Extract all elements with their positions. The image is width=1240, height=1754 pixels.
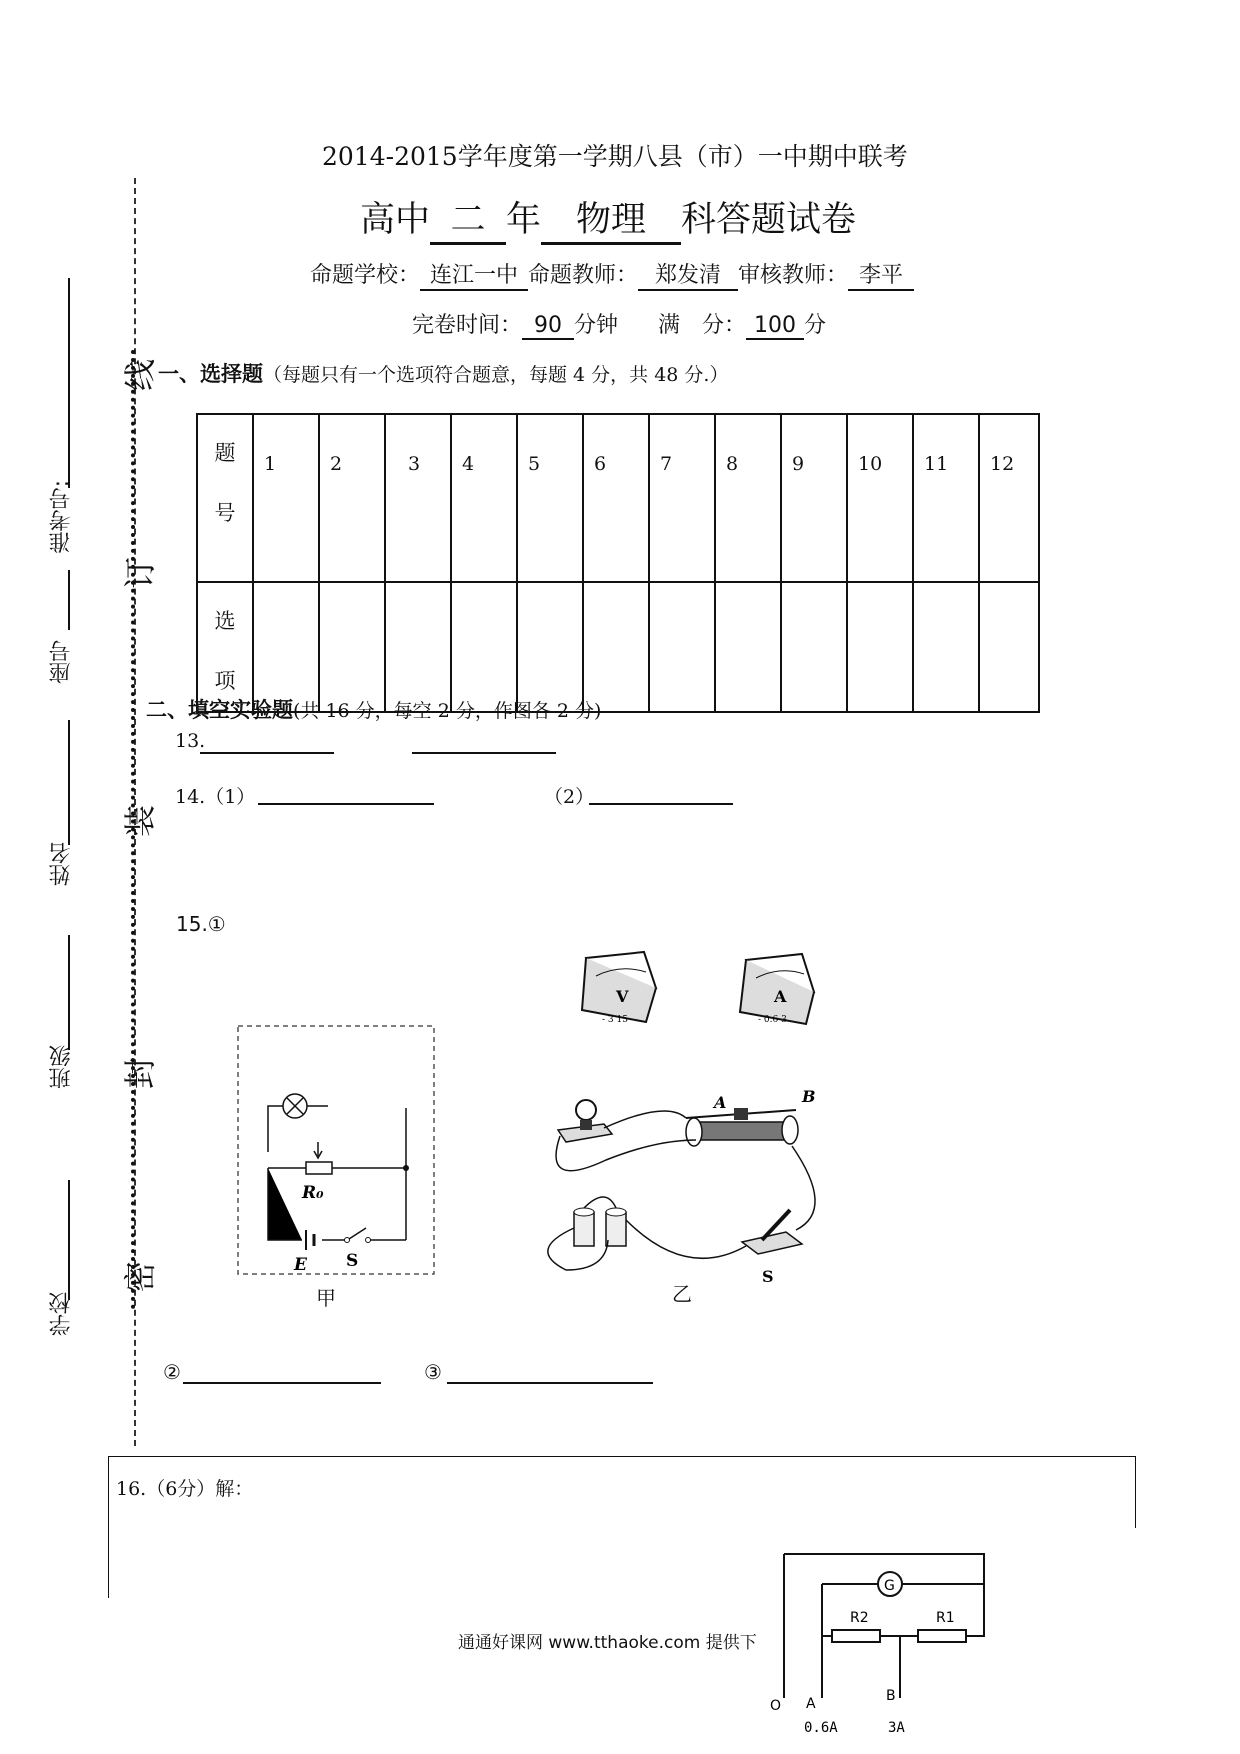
ammeter-icon <box>740 954 814 1025</box>
q15-label: 15.① <box>176 912 226 936</box>
name-line <box>68 720 70 845</box>
side-label-exam-no: 准考号: <box>49 480 74 554</box>
q14-2-label: （2） <box>544 786 595 808</box>
voltmeter-icon <box>582 952 656 1025</box>
score-value: 100 <box>746 313 804 340</box>
class-line <box>68 935 70 1050</box>
section2-heading <box>146 694 601 724</box>
resistor-r2-icon <box>832 1630 880 1642</box>
switch-s-label: S <box>762 1267 774 1286</box>
head-char: 项 <box>214 669 236 693</box>
score-unit: 分 <box>804 313 827 338</box>
table-row-numbers <box>197 414 1039 582</box>
q15-blank-3[interactable] <box>447 1382 653 1384</box>
teacher-value: 郑发清 <box>638 258 738 291</box>
number-cell: 12 <box>979 414 1039 582</box>
time-unit: 分钟 <box>574 313 619 338</box>
subtitle-suffix: 科答题试卷 <box>681 200 857 240</box>
number-cell: 8 <box>715 414 781 582</box>
circuit-diagram-jia <box>230 1022 440 1282</box>
fig-jia-caption: 甲 <box>316 1286 336 1310</box>
answer-cell[interactable] <box>781 582 847 712</box>
q13-blank-2[interactable] <box>412 752 556 754</box>
section1-title: 一、选择题 <box>158 362 263 386</box>
number-cell: 1 <box>253 414 319 582</box>
side-label-class: 班级 <box>49 1045 74 1089</box>
bind-char-mi: 密 <box>121 1260 160 1294</box>
side-label-seat: 座号 <box>49 640 74 684</box>
bulb-icon <box>558 1100 612 1142</box>
q14-blank-2[interactable] <box>589 803 733 805</box>
answer-cell[interactable] <box>319 582 385 712</box>
section2-note: (共 16 分，每空 2 分，作图各 2 分) <box>293 700 602 722</box>
answer-cell[interactable] <box>451 582 517 712</box>
table-row-answers <box>197 582 1039 712</box>
number-cell: 6 <box>583 414 649 582</box>
time-line <box>412 308 826 340</box>
number-cell: 2 <box>319 414 385 582</box>
number-cell: 11 <box>913 414 979 582</box>
q15-3-label: ③ <box>424 1360 442 1384</box>
answer-table <box>196 413 1040 713</box>
header-cell-answer <box>197 582 253 712</box>
answer-cell[interactable] <box>979 582 1039 712</box>
knife-switch-icon <box>742 1210 802 1254</box>
r1-label: R1 <box>936 1610 955 1626</box>
footer-source: 通通好课网 www.tthaoke.com 提供下 <box>458 1633 757 1653</box>
number-cell: 9 <box>781 414 847 582</box>
terminal-b-label: B <box>802 1087 816 1106</box>
number-cell: 7 <box>649 414 715 582</box>
answer-cell[interactable] <box>715 582 781 712</box>
ammeter-letter: A <box>774 987 787 1006</box>
q16-box-left <box>108 1456 109 1598</box>
school-label: 命题学校： <box>310 263 421 288</box>
terminal-a-label: A <box>806 1696 816 1712</box>
voltmeter-scale: - 3 15 <box>602 1015 628 1025</box>
answer-cell[interactable] <box>649 582 715 712</box>
b-range-label: 3A <box>888 1720 905 1736</box>
switch-icon <box>349 1228 366 1239</box>
g-label: G <box>884 1578 895 1594</box>
q15-2-label: ② <box>163 1360 181 1384</box>
time-label: 完卷时间： <box>412 313 523 338</box>
a-range-label: 0.6A <box>804 1720 838 1736</box>
q16-box-top <box>108 1456 1136 1457</box>
voltmeter-letter: V <box>616 987 629 1006</box>
school-value: 连江一中 <box>420 258 528 291</box>
rheostat-apparatus-icon <box>686 1108 798 1146</box>
exam-no-line <box>68 278 70 488</box>
e-label: E <box>294 1255 307 1275</box>
section1-heading <box>158 358 728 388</box>
number-cell: 10 <box>847 414 913 582</box>
bind-char-ding: 订 <box>121 556 160 590</box>
terminal-b-label: B <box>886 1688 896 1704</box>
rheostat-icon <box>306 1162 332 1174</box>
subject-value: 物理 <box>541 192 681 245</box>
galvanometer-circuit <box>770 1548 1000 1754</box>
answer-cell[interactable] <box>385 582 451 712</box>
answer-cell[interactable] <box>847 582 913 712</box>
score-label: 满 分： <box>658 313 747 338</box>
answer-cell[interactable] <box>253 582 319 712</box>
fig-yi-caption: 乙 <box>672 1282 692 1306</box>
number-cell: 3 <box>385 414 451 582</box>
s-label: S <box>346 1251 359 1271</box>
q13-blank-1[interactable] <box>200 752 334 754</box>
number-cell: 5 <box>517 414 583 582</box>
bind-char-xian: 线 <box>121 358 160 392</box>
time-value: 90 <box>522 313 574 340</box>
o-label: O <box>770 1698 782 1714</box>
q14-1-label: 14.（1） <box>175 786 256 808</box>
school-line <box>68 1180 70 1300</box>
reviewer-label: 审核教师： <box>738 263 849 288</box>
answer-cell[interactable] <box>517 582 583 712</box>
header-cell-number <box>197 414 253 582</box>
ammeter-scale: - 0.6 3 <box>758 1015 787 1025</box>
bind-char-zhuang: 装 <box>121 804 160 838</box>
head-char: 题 <box>214 441 236 465</box>
subtitle-prefix: 高中 <box>360 200 431 240</box>
bind-char-feng: 封 <box>121 1056 160 1090</box>
terminal-a-label: A <box>714 1093 727 1112</box>
q13-label: 13. <box>175 730 206 752</box>
subtitle-mid: 年 <box>506 200 542 240</box>
number-cell: 4 <box>451 414 517 582</box>
reviewer-value: 李平 <box>848 258 914 291</box>
answer-cell[interactable] <box>583 582 649 712</box>
q16-box-right <box>1135 1456 1136 1528</box>
head-char: 号 <box>214 501 236 525</box>
exam-subtitle <box>360 192 856 245</box>
answer-cell[interactable] <box>913 582 979 712</box>
side-label-school: 学校 <box>49 1292 74 1336</box>
grade-value: 二 <box>430 192 506 245</box>
section1-note: （每题只有一个选项符合题意，每题 4 分，共 48 分.） <box>263 364 729 386</box>
battery-cells-icon <box>574 1208 626 1246</box>
r2-label: R2 <box>850 1610 869 1626</box>
resistor-r1-icon <box>918 1630 966 1642</box>
seat-line <box>68 570 70 630</box>
r0-label: R₀ <box>302 1183 324 1203</box>
head-char: 选 <box>214 609 236 633</box>
q15-blank-2[interactable] <box>183 1382 381 1384</box>
apparatus-diagram-yi <box>546 950 856 1286</box>
q16-label: 16.（6分）解： <box>116 1478 254 1500</box>
side-label-name: 姓名 <box>49 842 74 886</box>
section2-title: 二、填空实验题 <box>146 698 293 722</box>
q14-blank-1[interactable] <box>258 803 434 805</box>
teacher-label: 命题教师： <box>528 263 639 288</box>
author-line <box>310 258 914 291</box>
exam-title: 2014-2015学年度第一学期八县（市）一中期中联考 <box>322 142 908 171</box>
